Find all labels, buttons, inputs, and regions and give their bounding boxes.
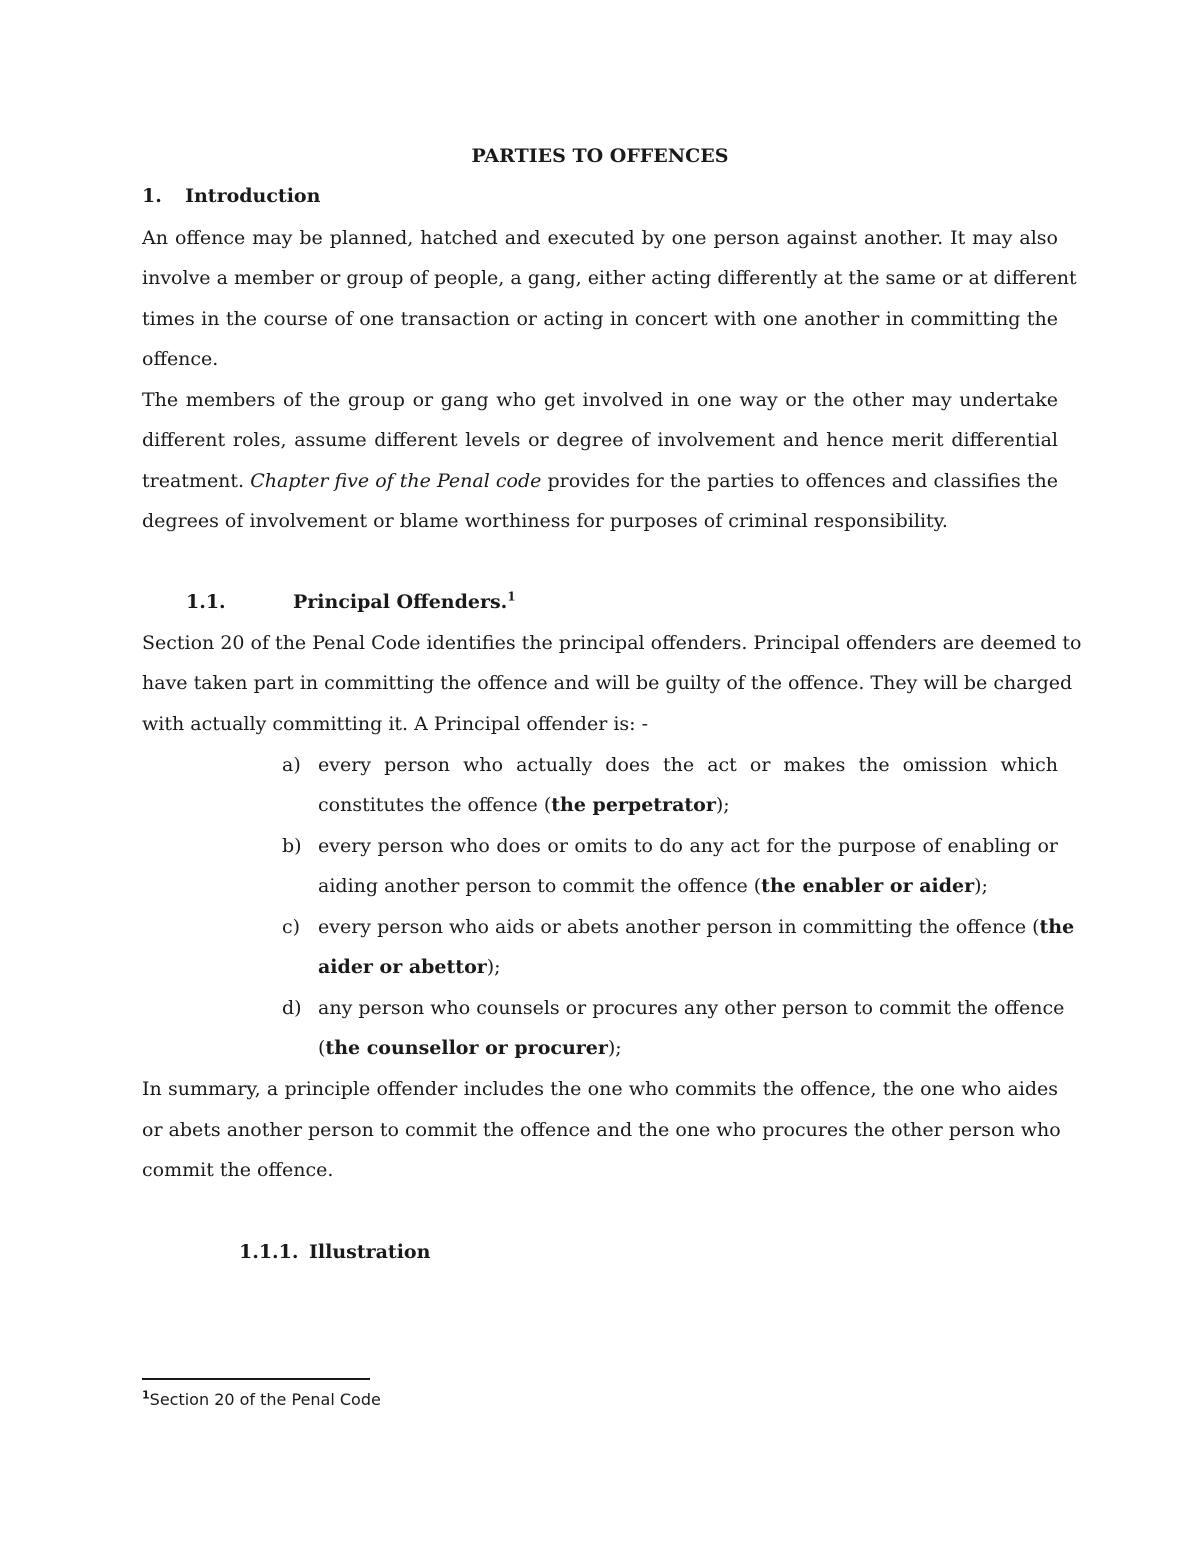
footnote-separator xyxy=(142,1378,370,1380)
intro-heading xyxy=(142,183,1058,209)
paragraph-text: treatment. xyxy=(142,470,251,492)
intro-paragraph1-line: involve a member or group of people, a gang, either acting differently at the same or at different xyxy=(142,267,1077,289)
intro-paragraph1-line: offence. xyxy=(142,348,219,370)
list-marker: d) xyxy=(282,997,302,1019)
list-marker: b) xyxy=(282,835,302,857)
intro-paragraph2-line xyxy=(142,468,1058,494)
list-item-text: ( xyxy=(318,1037,326,1059)
list-item-text: aiding another person to commit the offence ( xyxy=(318,875,762,897)
list-marker: c) xyxy=(282,916,301,938)
party-term: the enabler or aider xyxy=(761,875,975,897)
list-item-text: ); xyxy=(486,956,501,978)
list-item-text: ); xyxy=(974,875,988,897)
list-item-line xyxy=(318,873,1058,899)
section-1-1-paragraph-line: with actually committing it. A Principal offender is: - xyxy=(142,713,649,735)
list-item-line: any person who counsels or procures any other person to commit the offence xyxy=(318,997,1065,1019)
paragraph-text: provides for the parties to offences and classifies the xyxy=(541,470,1058,492)
footnote-reference[interactable]: 1 xyxy=(507,589,516,604)
list-item-text: ); xyxy=(607,1037,622,1059)
list-item-line: every person who actually does the act or makes the omission which xyxy=(318,754,1058,776)
section-1-1-number: 1.1. xyxy=(186,591,226,613)
list-item-line xyxy=(318,1035,1058,1061)
section-1-1-1-number: 1.1.1. xyxy=(239,1241,299,1263)
summary-line: commit the offence. xyxy=(142,1159,334,1181)
list-item-line xyxy=(318,954,1058,980)
intro-heading-number: 1. xyxy=(142,185,162,207)
footnote-mark: 1 xyxy=(142,1388,150,1402)
list-item-line xyxy=(318,914,1075,940)
page-title: PARTIES TO OFFENCES xyxy=(471,145,729,167)
footnote xyxy=(142,1389,381,1411)
section-1-1-heading xyxy=(293,589,693,615)
list-marker: a) xyxy=(282,754,301,776)
party-term: the counsellor or procurer xyxy=(325,1037,608,1059)
list-item-text: ); xyxy=(715,794,730,816)
chapter-reference: Chapter five of the Penal code xyxy=(250,470,542,492)
list-item-text: every person who aids or abets another person in committing the offence ( xyxy=(318,916,1040,938)
intro-paragraph2-line: degrees of involvement or blame worthiness for purposes of criminal responsibility. xyxy=(142,510,948,532)
list-item-line: every person who does or omits to do any act for the purpose of enabling or xyxy=(318,835,1058,857)
summary-line: or abets another person to commit the offence and the one who procures the other person who xyxy=(142,1119,1061,1141)
intro-paragraph1-line: An offence may be planned, hatched and executed by one person against another. It may also xyxy=(142,227,1058,249)
footnote-text: Section 20 of the Penal Code xyxy=(149,1390,381,1409)
party-term: the xyxy=(1039,916,1075,938)
list-item-text: constitutes the offence ( xyxy=(318,794,552,816)
summary-line: In summary, a principle offender includes the one who commits the offence, the one who aides xyxy=(142,1078,1058,1100)
intro-paragraph2-line: The members of the group or gang who get involved in one way or the other may undertake xyxy=(142,389,1058,411)
section-1-1-paragraph-line: Section 20 of the Penal Code identifies the principal offenders. Principal offenders are deemed to xyxy=(142,632,1082,654)
list-item-line xyxy=(318,792,1058,818)
party-term: aider or abettor xyxy=(318,956,487,978)
intro-heading-text: Introduction xyxy=(185,185,321,207)
section-1-1-paragraph-line: have taken part in committing the offence and will be guilty of the offence. They will be charged xyxy=(142,672,1073,694)
intro-paragraph2-line: different roles, assume different levels or degree of involvement and hence merit differential xyxy=(142,429,1058,451)
intro-paragraph1-line: times in the course of one transaction or acting in concert with one another in committing the xyxy=(142,308,1058,330)
section-1-1-text: Principal Offenders. xyxy=(293,591,508,613)
section-1-1-1-heading: Illustration xyxy=(309,1241,431,1263)
party-term: the perpetrator xyxy=(551,794,716,816)
